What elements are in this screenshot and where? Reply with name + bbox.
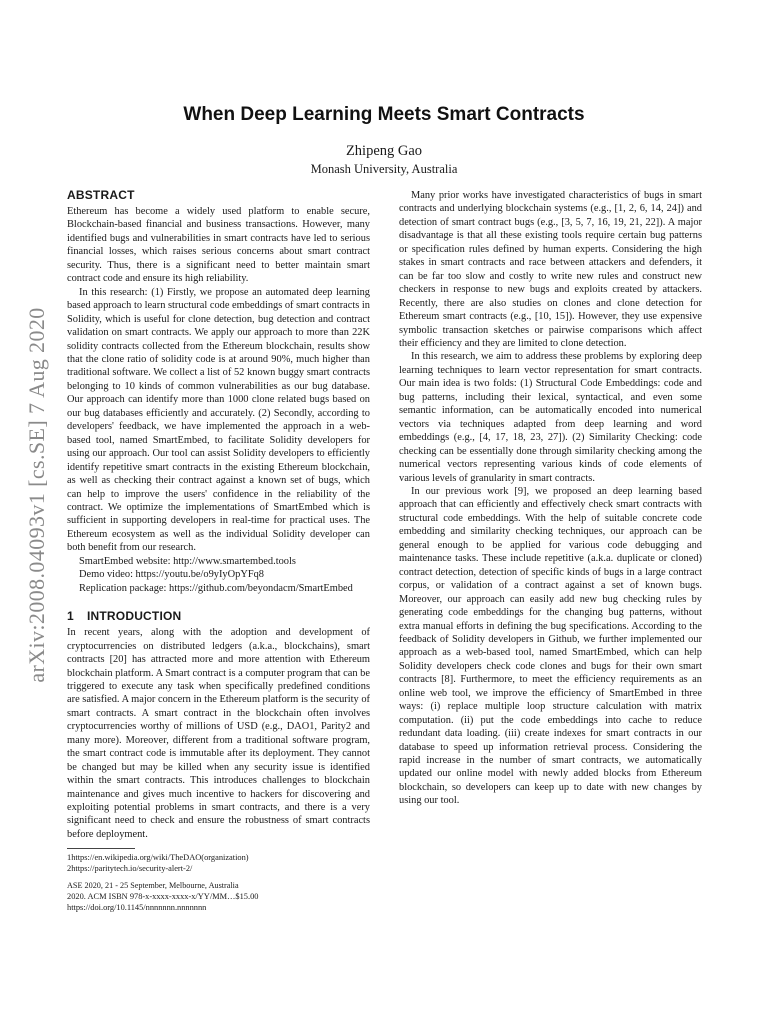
intro-paragraph-2: Many prior works have investigated characteristics of bugs in smart contracts and underlying blockchain systems (e.g., [1, 2, 6, 14, 24]) and detection of smart contract bugs (e.g., [3, 5, 7, 16, 19, 21, 22]). A major disadvantage is that all these existing tools require certain bug patterns or specification rules defined by human experts. Considering the high stakes in smart contracts and race between attackers and defenders, it can be far too slow and costly to write new rules and construct new checkers in response to new bugs and exploits created by attackers. Recently, there are also studies on clones and clone detection for Ethereum smart contracts (e.g., [10, 15]). However, they use expensive symbolic transaction sketches or pairwise comparisons which affect their efficiency and they are limited to clone detection. <box>399 190 702 349</box>
replication-package-link[interactable]: Replication package: https://github.com/beyondacm/SmartEmbed <box>79 582 353 594</box>
section-number: 1 <box>67 609 74 624</box>
author-name: Zhipeng Gao <box>345 143 423 159</box>
paper-title: When Deep Learning Meets Smart Contracts <box>183 104 585 125</box>
intro-paragraph-3: In this research, we aim to address these problems by exploring deep learning techniques to learn vector representation for smart contracts. Our main idea is two folds: (1) Structural Code Embeddings: code and bug patterns, including their lexical, syntactical, and even some semantic information, can be automatically encoded into numerical vectors via techniques adapted from deep learning and word embeddings (e.g., [4, 17, 18, 23, 27]). (2) Similarity Checking: code checking can be essentially done through similarity checking among the numerical vectors representing various kinds of code elements of various levels of granularity in smart contracts. <box>399 351 702 484</box>
footnote-1[interactable]: 1https://en.wikipedia.org/wiki/TheDAO(organization) <box>67 853 249 863</box>
arxiv-stamp-text: arXiv:2008.04093v1 [cs.SE] 7 Aug 2020 <box>24 307 49 683</box>
intro-paragraph-1: In recent years, along with the adoption and development of cryptocurrencies on distributed ledgers (a.k.a., blockchains), smart contracts [20] has attracted more and more attention with Ethereum blockchain platform. A Smart contract is a computer program that can be triggered to execute any task when specifically predefined conditions are satisfied. A major concern in the Ethereum platform is the security of smart contracts. A smart contract in the blockchain often involves cryptocurrencies worthy of millions of USD (e.g., DAO1, Parity2 and many more). Moreover, different from a traditional software program, the smart contract code is immutable after its deployment. They cannot be changed but may be killed when any security issue is identified within the smart contracts. This introduces challenges to blockchain maintenance and gives much incentive to hackers for discovering and exploiting potential problems in smart contracts, and there is a very significant need to check and ensure the robustness of smart contracts before deployment. <box>67 627 370 840</box>
left-column <box>67 187 370 913</box>
abstract-paragraph-2: In this research: (1) Firstly, we propose an automated deep learning based approach to learn structural code embeddings of smart contracts in Solidity, which is useful for clone detection, bug detection and contract validation on smart contracts. We apply our approach to more than 22K solidity contracts collected from the Ethereum blockchain, results show that the clone ratio of solidity code is at around 90%, much higher than traditional software. We collect a list of 52 known buggy smart contracts belonging to 10 kinds of common vulnerabilities as our bug database. Our approach can identify more than 1000 clone related bugs based on our bug databases efficiently and accurately. (2) Secondly, according to developers' feedback, we have implemented the approach in a web-based tool, named SmartEmbed, to facilitate Solidity developers for using our approach. Our tool can assist Solidity developers to efficiently identify repetitive smart contracts in the existing Ethereum blockchain, as well as checking their contract against a known set of bugs, which can help to improve the users' confidence in the reliability of the contract. We optimize the implementations of SmartEmbed which is sufficient in supporting developers in real-time for practical uses. The Ethereum ecosystem as well as the individual Solidity developer can both benefit from our research. <box>67 286 370 554</box>
footnote-divider <box>67 848 135 849</box>
arxiv-stamp <box>2 280 72 710</box>
footnote-2[interactable]: 2https://paritytech.io/security-alert-2/ <box>67 864 193 874</box>
website-link[interactable]: SmartEmbed website: http://www.smartembed.tools <box>79 555 296 567</box>
section-title: INTRODUCTION <box>87 609 182 624</box>
intro-paragraph-4: In our previous work [9], we proposed an deep learning based approach that can efficiently and effectively check smart contracts with structural code embeddings. With the help of suitable concrete code embedding and similarity checking techniques, our approach can be general enough to be applied for various code debugging and maintenance tasks. These include repetitive (a.k.a. duplicate or cloned) contract detection, detection of specific kinds of bugs in a large contract corpus, or validation of a contract against a set of known bugs. Moreover, our approach can easily add new bug checking rules by generating code embeddings for the changing bug patterns, without extra manual efforts in defining the bug specifications. According to the feedback of Solidity developers in Github, we further implemented our approach as a web-based tool, named SmartEmbed, which can help Solidity developers check code clones and bugs for their own smart contracts [8]. Furthermore, to meet the efficiency requirements as an online web tool, we improve the efficiency of SmartEmbed in three ways: (i) replace multiple loop structure calculation with matrix computation. (ii) put the code embeddings into cache to reduce redundant data loading. (iii) create indexes for smart contracts in our database to speed up information retrieval process. Considering the rapid increase in the number of smart contracts, we automatically updated our online model with newly added blocks from Ethereum blockchain, so developers can keep up to date with new changes by using our tool. <box>399 485 702 807</box>
abstract-paragraph-1: Ethereum has become a widely used platform to enable secure, Blockchain-based financial and business transactions. However, many identified bugs and vulnerabilities in smart contracts have led to serious financial losses, which raises serious concerns about smart contract security. Thus, there is a significant need to better maintain smart contract code and ensure its high reliability. <box>67 206 370 285</box>
right-column <box>399 189 702 808</box>
demo-video-link[interactable]: Demo video: https://youtu.be/o9yIyOpYFq8 <box>79 569 265 581</box>
conference-isbn: 2020. ACM ISBN 978-x-xxxx-xxxx-x/YY/MM…$15.00 <box>67 892 259 902</box>
author-affiliation: Monash University, Australia <box>310 162 458 176</box>
conference-venue: ASE 2020, 21 - 25 September, Melbourne, Australia <box>67 881 239 891</box>
section-heading-introduction <box>67 608 370 624</box>
conference-doi[interactable]: https://doi.org/10.1145/nnnnnnn.nnnnnnn <box>67 903 207 913</box>
abstract-heading: ABSTRACT <box>67 188 135 202</box>
